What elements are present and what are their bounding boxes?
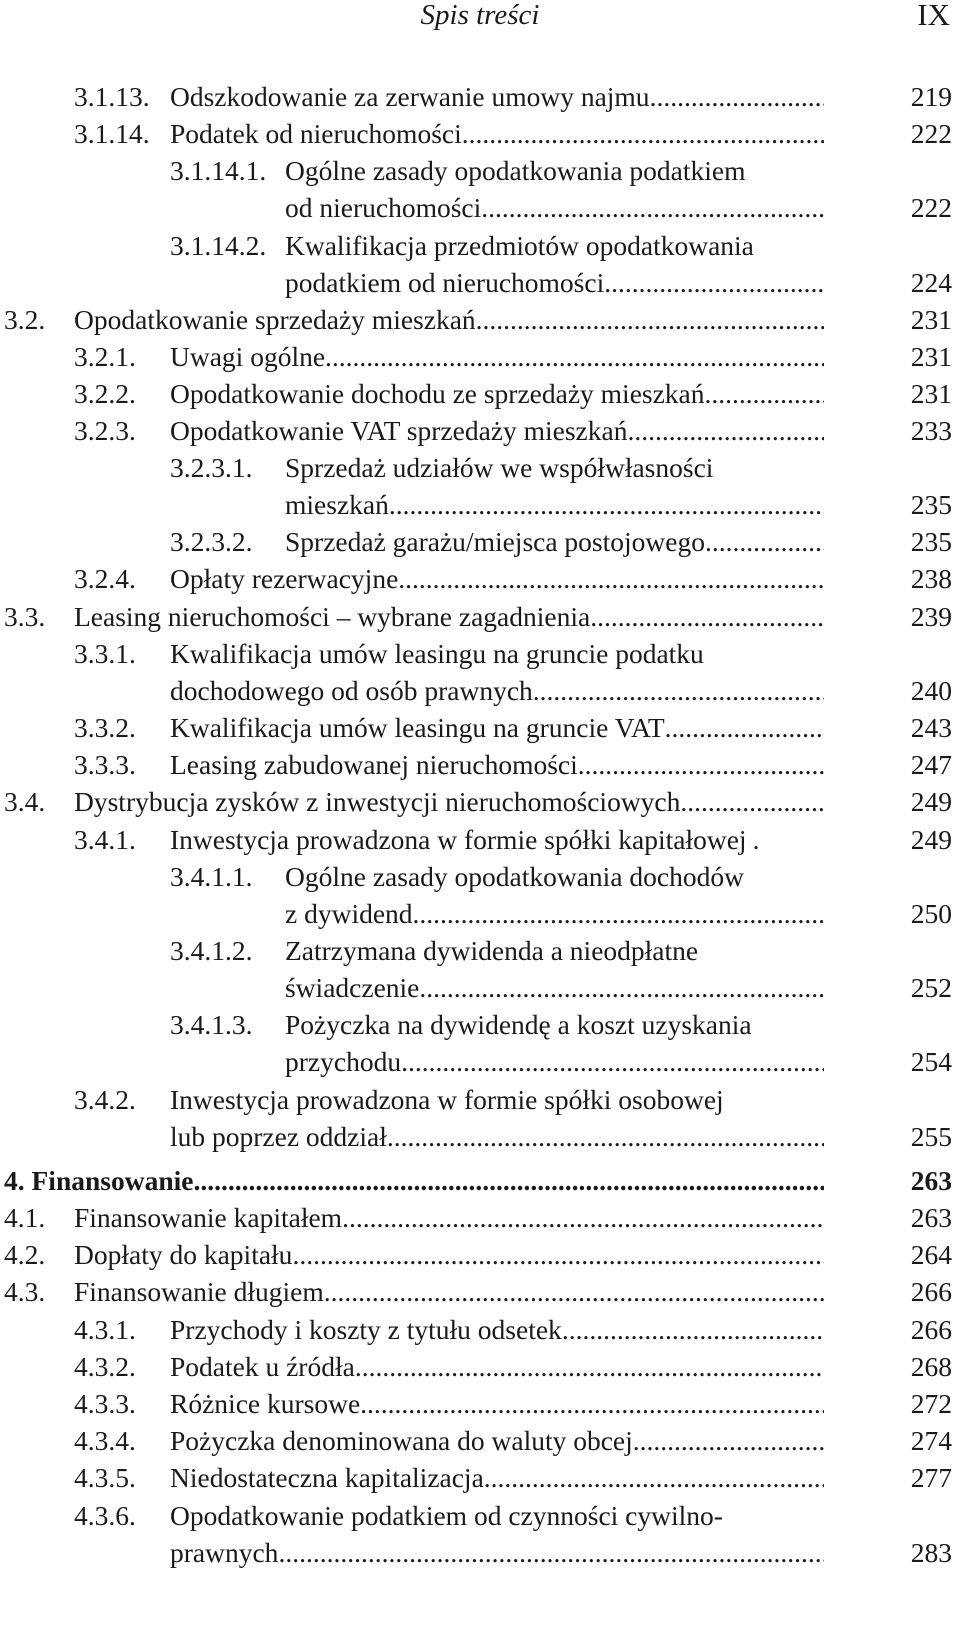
toc-entry-title: od nieruchomości [285,192,482,223]
toc-entry-title: Dopłaty do kapitału [74,1239,293,1270]
toc-entry[interactable] [0,746,960,784]
toc-entry-title: Uwagi ogólne [170,341,326,372]
toc-entry-number: 3.1.14.2. [170,230,267,261]
toc-leader-dots [705,523,824,561]
toc-entry-title: Leasing nieruchomości – wybrane zagadnienia [74,601,591,632]
toc-entry-title: Opłaty rezerwacyjne [170,563,399,594]
toc-entry-title: Zatrzymana dywidenda a nieodpłatne [285,935,699,966]
toc-entry-number: 3.4.1. [74,824,136,855]
toc-entry[interactable] [0,115,960,153]
toc-leader-dots [401,1043,824,1081]
toc-entry[interactable] [0,635,960,673]
toc-entry-title: przychodu [285,1046,402,1077]
toc-leader-dots [476,301,824,339]
toc-entry-title: Podatek od nieruchomości [170,118,462,149]
toc-entry-title: lub poprzez oddział [170,1121,387,1152]
toc-entry-number: 3.3.2. [74,712,136,743]
toc-leader-dots [325,338,824,376]
toc-entry-title: z dywidend [285,898,413,929]
toc-page-number: 224 [910,267,952,298]
toc-entry[interactable] [0,858,960,896]
toc-entry[interactable] [0,152,960,190]
toc-page-number: 250 [910,898,952,929]
toc-entry-number: 4.3.1. [74,1314,136,1345]
toc-page-number: 238 [910,563,952,594]
toc-leader-dots [324,1273,824,1311]
toc-leader-dots [484,1459,824,1497]
toc-entry[interactable] [0,1497,960,1535]
toc-entry[interactable] [0,1081,960,1119]
toc-entry[interactable] [0,560,960,598]
toc-page-number: 231 [910,378,952,409]
toc-page-number: 277 [910,1462,952,1493]
toc-entry-title: podatkiem od nieruchomości [285,267,605,298]
toc-entry-terminator: . [752,824,760,855]
toc-entry-number: 3.2.4. [74,563,136,594]
toc-leader-dots [419,969,824,1007]
toc-entry-title: Opodatkowanie sprzedaży mieszkań [74,304,476,335]
toc-entry[interactable] [0,1236,960,1274]
toc-entry-title: Inwestycja prowadzona w formie spółki kapitałowej [170,824,747,855]
toc-leader-dots [705,375,824,413]
toc-entry-number: 4.2. [4,1239,46,1270]
toc-entry[interactable] [0,523,960,561]
toc-entry[interactable] [0,1385,960,1423]
toc-entry-number: 4. [4,1165,25,1196]
toc-entry-title: Pożyczka denominowana do waluty obcej [170,1425,633,1456]
toc-page-number: 235 [910,489,952,520]
toc-entry-title: Ogólne zasady opodatkowania podatkiem [285,155,746,186]
toc-entry[interactable] [0,969,960,1007]
toc-entry[interactable] [0,338,960,376]
toc-entry[interactable] [0,264,960,302]
toc-entry[interactable] [0,821,960,859]
toc-entry-number: 3.3.1. [74,638,136,669]
toc-entry-number: 3.4.1.2. [170,935,253,966]
toc-entry-number: 4.3. [4,1276,46,1307]
toc-entry[interactable] [0,1348,960,1386]
toc-page-number: 266 [910,1276,952,1307]
toc-leader-dots [481,189,824,227]
toc-page-number: 243 [910,712,952,743]
toc-entry-number: 4.3.6. [74,1500,136,1531]
toc-entry[interactable] [0,412,960,450]
toc-entry[interactable] [0,1534,960,1572]
toc-entry-number: 4.3.3. [74,1388,136,1419]
toc-page-number: 254 [910,1046,952,1077]
toc-entry-title: Odszkodowanie za zerwanie umowy najmu [170,81,650,112]
toc-page-number: 249 [910,824,952,855]
toc-entry-number: 3.4.2. [74,1084,136,1115]
toc-entry-title: dochodowego od osób prawnych [170,675,533,706]
toc-entry-title: Opodatkowanie VAT sprzedaży mieszkań [170,415,628,446]
toc-leader-dots [627,412,824,450]
toc-leader-dots [665,709,824,747]
toc-page-number: 264 [910,1239,952,1270]
toc-leader-dots [562,1311,824,1349]
toc-leader-dots [680,783,824,821]
toc-entry-number: 3.2. [4,304,46,335]
toc-page-number: 252 [910,972,952,1003]
toc-page-number: 231 [910,304,952,335]
toc-page-number: 231 [910,341,952,372]
toc-page-number: 219 [910,81,952,112]
toc-entry-number: 3.4.1.1. [170,861,253,892]
toc-page-number: 263 [910,1202,952,1233]
toc-entry-number: 3.4. [4,786,46,817]
toc-entry-number: 3.2.1. [74,341,136,372]
toc-entry[interactable] [0,375,960,413]
toc-page-number: 268 [910,1351,952,1382]
toc-entry[interactable] [0,1118,960,1156]
toc-entry-title: Kwalifikacja umów leasingu na gruncie podatku [170,638,704,669]
toc-entry-number: 4.1. [4,1202,46,1233]
toc-entry-number: 3.1.13. [74,81,150,112]
toc-entry-title: mieszkań [285,489,389,520]
toc-entry-number: 3.2.3. [74,415,136,446]
toc-entry-number: 3.2.2. [74,378,136,409]
toc-leader-dots [193,1162,824,1200]
toc-page-number: 235 [910,526,952,557]
toc-page-number: 263 [910,1165,952,1196]
toc-entry-number: 3.1.14.1. [170,155,267,186]
toc-leader-dots [650,78,824,116]
toc-entry-number: 4.3.4. [74,1425,136,1456]
toc-leader-dots [578,746,824,784]
toc-leader-dots [398,560,824,598]
toc-entry[interactable] [0,189,960,227]
toc-page-number: 222 [910,118,952,149]
toc-leader-dots [278,1534,824,1572]
toc-entry-title: Pożyczka na dywidendę a koszt uzyskania [285,1009,752,1040]
toc-entry[interactable] [0,486,960,524]
toc-entry[interactable] [0,672,960,710]
toc-entry-title: Finansowanie [31,1165,194,1196]
toc-leader-dots [633,1422,824,1460]
toc-entry[interactable] [0,895,960,933]
toc-leader-dots [604,264,824,302]
toc-entry-title: Inwestycja prowadzona w formie spółki osobowej [170,1084,724,1115]
toc-entry[interactable] [0,1422,960,1460]
toc-entry-title: Przychody i koszty z tytułu odsetek [170,1314,562,1345]
toc-leader-dots [355,1348,824,1386]
toc-entry-title: świadczenie [285,972,420,1003]
toc-page-number: 274 [910,1425,952,1456]
toc-entry-title: Różnice kursowe [170,1388,361,1419]
toc-entry-number: 4.3.2. [74,1351,136,1382]
toc-entry-title: prawnych [170,1537,279,1568]
toc-leader-dots [360,1385,824,1423]
toc-entry-title: Opodatkowanie dochodu ze sprzedaży mieszkań [170,378,705,409]
running-header-title: Spis treści [420,0,540,31]
toc-page-number: 239 [910,601,952,632]
toc-entry-number: 3.1.14. [74,118,150,149]
toc-leader-dots [533,672,824,710]
toc-entry-title: Kwalifikacja przedmiotów opodatkowania [285,230,754,261]
toc-entry[interactable] [0,1043,960,1081]
toc-entry-title: Finansowanie długiem [74,1276,324,1307]
toc-entry-number: 3.3.3. [74,749,136,780]
toc-entry[interactable] [0,78,960,116]
toc-entry-number: 4.3.5. [74,1462,136,1493]
toc-entry[interactable] [0,301,960,339]
toc-entry-title: Sprzedaż garażu/miejsca postojowego [285,526,705,557]
toc-entry-title: Ogólne zasady opodatkowania dochodów [285,861,744,892]
toc-entry[interactable] [0,227,960,265]
toc-entry[interactable] [0,449,960,487]
toc-page-number: 255 [910,1121,952,1152]
toc-page-number: 272 [910,1388,952,1419]
toc-page-number: 233 [910,415,952,446]
toc-entry[interactable] [0,1273,960,1311]
toc-leader-dots [590,598,824,636]
toc-entry[interactable] [0,1006,960,1044]
toc-entry[interactable] [0,932,960,970]
toc-page-number: 240 [910,675,952,706]
toc-page-number: 266 [910,1314,952,1345]
toc-entry-title: Kwalifikacja umów leasingu na gruncie VAT [170,712,665,743]
toc-entry[interactable] [0,709,960,747]
toc-entry[interactable] [0,783,960,821]
toc-entry-number: 3.3. [4,601,46,632]
toc-entry[interactable] [0,1199,960,1237]
toc-leader-dots [462,115,824,153]
toc-entry-number: 3.4.1.3. [170,1009,253,1040]
page-number-roman: IX [917,0,950,32]
toc-page-number: 222 [910,192,952,223]
toc-leader-dots [292,1236,824,1274]
toc-entry-title: Sprzedaż udziałów we współwłasności [285,452,714,483]
toc-leader-dots [389,486,824,524]
toc-entry[interactable] [0,1459,960,1497]
toc-entry[interactable] [0,598,960,636]
toc-entry[interactable] [0,1311,960,1349]
toc-page-number: 247 [910,749,952,780]
toc-page-number: 249 [910,786,952,817]
toc-entry-number: 3.2.3.1. [170,452,253,483]
toc-leader-dots [387,1118,824,1156]
toc-entry-title: Podatek u źródła [170,1351,355,1382]
toc-page-number: 283 [910,1537,952,1568]
toc-entry-title: Dystrybucja zysków z inwestycji nieruchomościowych [74,786,681,817]
toc-entry[interactable] [0,1162,960,1200]
toc-entry-title: Leasing zabudowanej nieruchomości [170,749,578,780]
toc-leader-dots [413,895,824,933]
toc-entry-title: Niedostateczna kapitalizacja [170,1462,484,1493]
toc-entry-number: 3.2.3.2. [170,526,253,557]
toc-leader-dots [342,1199,824,1237]
toc-entry-title: Finansowanie kapitałem [74,1202,343,1233]
toc-entry-title: Opodatkowanie podatkiem od czynności cywilno- [170,1500,723,1531]
